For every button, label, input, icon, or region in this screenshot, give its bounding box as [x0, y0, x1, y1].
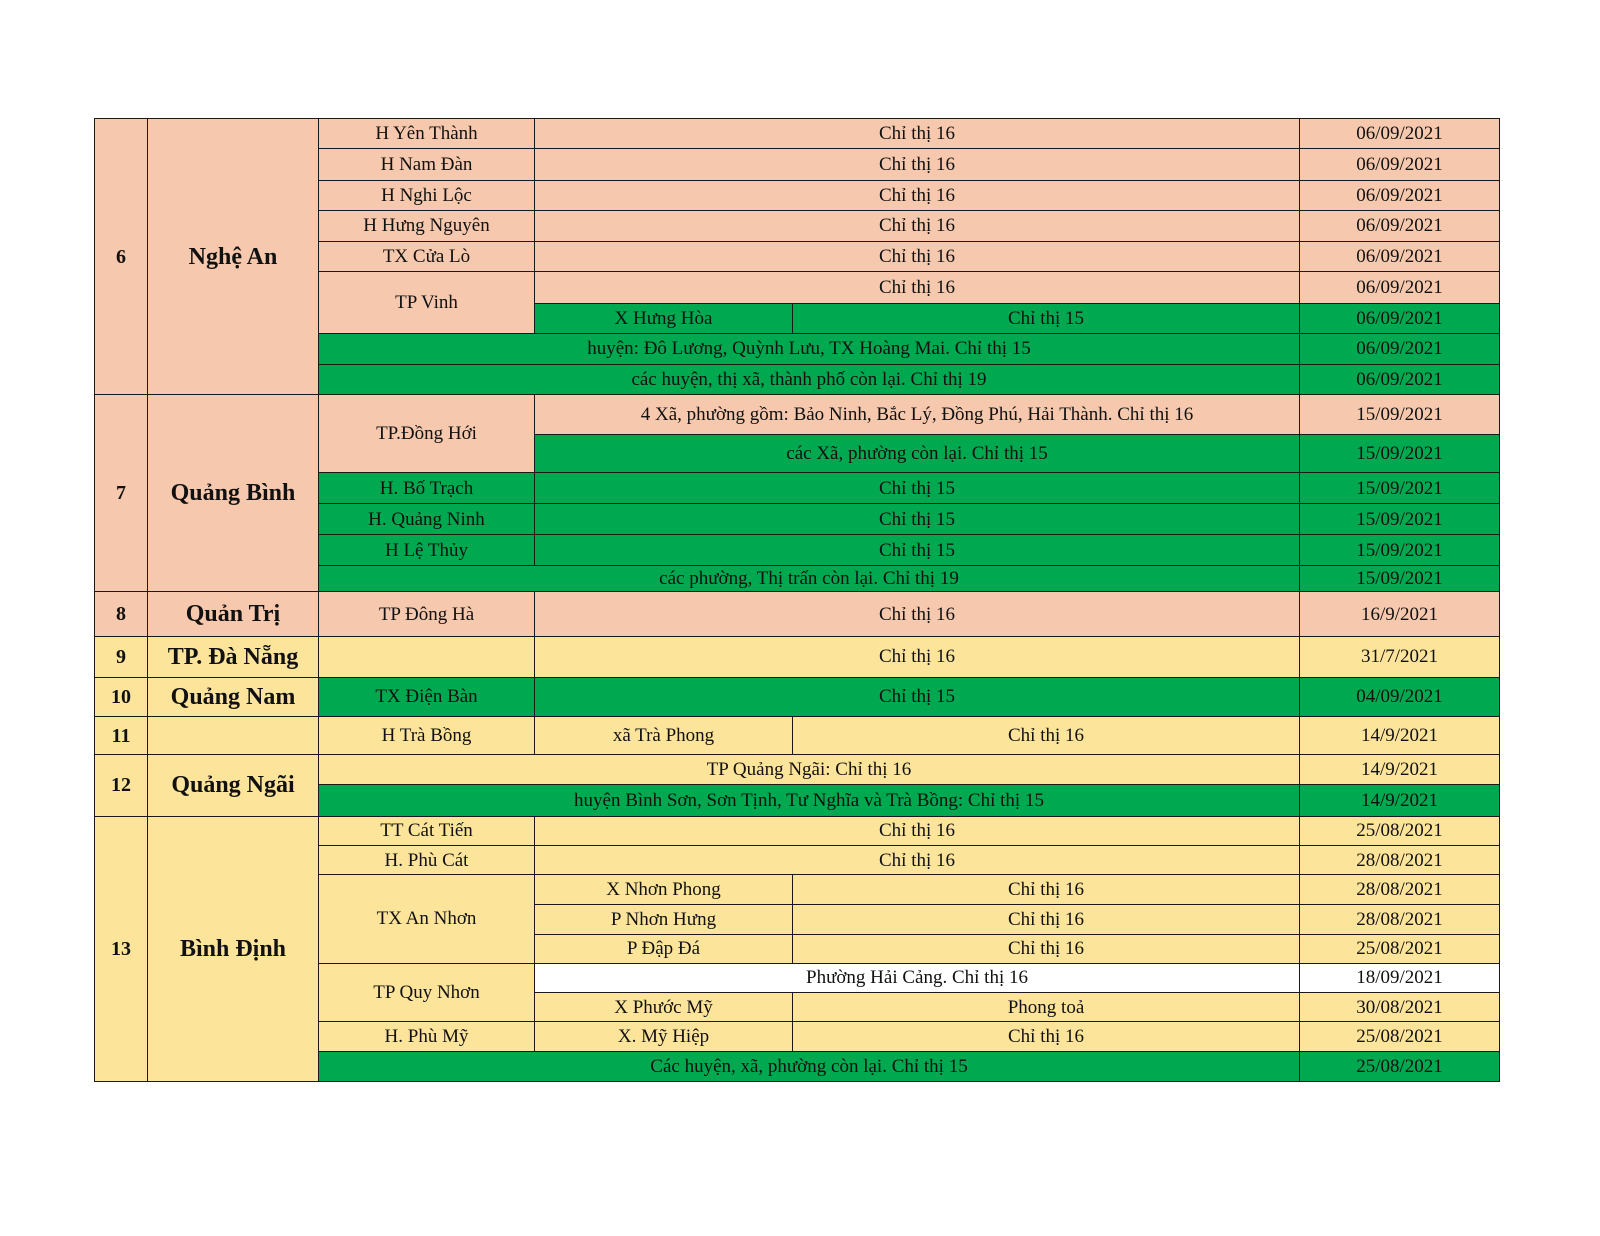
area-name: H Nghi Lộc — [319, 180, 535, 210]
sub-area-name: X. Mỹ Hiệp — [535, 1022, 793, 1051]
province-name: TP. Đà Nẵng — [148, 637, 319, 677]
date: 06/09/2021 — [1300, 119, 1500, 149]
measure: Chỉ thị 16 — [535, 272, 1300, 303]
measure: Chỉ thị 16 — [535, 845, 1300, 874]
date: 25/08/2021 — [1300, 1051, 1500, 1081]
measure: Phong toả — [793, 993, 1300, 1022]
date: 14/9/2021 — [1300, 755, 1500, 785]
area-name: TX An Nhơn — [319, 875, 535, 964]
table-row — [95, 716, 1500, 754]
date: 18/09/2021 — [1300, 963, 1500, 992]
area-name: TX Điện Bàn — [319, 677, 535, 716]
row-number: 7 — [95, 395, 148, 592]
area-name: H. Bố Trạch — [319, 472, 535, 503]
table-row — [95, 816, 1500, 845]
measure: Chỉ thị 16 — [535, 149, 1300, 180]
row-number: 12 — [95, 755, 148, 817]
measure: các huyện, thị xã, thành phố còn lại. Chỉ thị 19 — [319, 365, 1300, 395]
table-row — [95, 677, 1500, 716]
date: 15/09/2021 — [1300, 565, 1500, 591]
province-name: Quảng Bình — [148, 395, 319, 592]
date: 06/09/2021 — [1300, 272, 1500, 303]
province-name — [148, 716, 319, 754]
province-name: Quảng Ngãi — [148, 755, 319, 817]
row-number: 9 — [95, 637, 148, 677]
date: 25/08/2021 — [1300, 934, 1500, 963]
measure: Chỉ thị 16 — [535, 119, 1300, 149]
date: 25/08/2021 — [1300, 1022, 1500, 1051]
area-name: TX Cửa Lò — [319, 242, 535, 272]
measure: TP Quảng Ngãi: Chỉ thị 16 — [319, 755, 1300, 785]
restriction-table — [94, 118, 1499, 1082]
measure: Chỉ thị 16 — [535, 816, 1300, 845]
sub-area-name: xã Trà Phong — [535, 716, 793, 754]
area-name: TP Quy Nhơn — [319, 963, 535, 1021]
measure: Chỉ thị 16 — [535, 210, 1300, 241]
measure: Chỉ thị 15 — [535, 535, 1300, 565]
measure: Chỉ thị 15 — [793, 303, 1300, 333]
date: 06/09/2021 — [1300, 210, 1500, 241]
table-row — [95, 395, 1500, 434]
area-name: TP.Đồng Hới — [319, 395, 535, 473]
area-name: H Yên Thành — [319, 119, 535, 149]
date: 25/08/2021 — [1300, 816, 1500, 845]
measure: Chỉ thị 16 — [535, 591, 1300, 636]
date: 28/08/2021 — [1300, 905, 1500, 934]
measure: Chỉ thị 16 — [793, 905, 1300, 934]
area-name: H Nam Đàn — [319, 149, 535, 180]
measure: Chỉ thị 16 — [535, 242, 1300, 272]
row-number: 10 — [95, 677, 148, 716]
sub-area-name: P Đập Đá — [535, 934, 793, 963]
date: 06/09/2021 — [1300, 333, 1500, 364]
measure: huyện: Đô Lương, Quỳnh Lưu, TX Hoàng Mai. Chỉ thị 15 — [319, 333, 1300, 364]
date: 14/9/2021 — [1300, 785, 1500, 816]
measure: Chỉ thị 15 — [535, 504, 1300, 535]
measure: Chỉ thị 16 — [793, 875, 1300, 905]
area-name: H. Phù Cát — [319, 845, 535, 874]
table-row — [95, 591, 1500, 636]
date: 15/09/2021 — [1300, 434, 1500, 472]
sub-area-name: P Nhơn Hưng — [535, 905, 793, 934]
date: 06/09/2021 — [1300, 303, 1500, 333]
sub-area-name: X Hưng Hòa — [535, 303, 793, 333]
measure: Chỉ thị 15 — [535, 472, 1300, 503]
measure: Chỉ thị 15 — [535, 677, 1300, 716]
date: 28/08/2021 — [1300, 845, 1500, 874]
area-name: TP Đông Hà — [319, 591, 535, 636]
row-number: 8 — [95, 591, 148, 636]
date: 06/09/2021 — [1300, 365, 1500, 395]
area-name — [319, 637, 535, 677]
date: 15/09/2021 — [1300, 395, 1500, 434]
row-number: 13 — [95, 816, 148, 1081]
measure: các phường, Thị trấn còn lại. Chỉ thị 19 — [319, 565, 1300, 591]
date: 15/09/2021 — [1300, 535, 1500, 565]
area-name: TT Cát Tiến — [319, 816, 535, 845]
measure: Phường Hải Cảng. Chỉ thị 16 — [535, 963, 1300, 992]
measure: Chỉ thị 16 — [535, 637, 1300, 677]
province-name: Quảng Nam — [148, 677, 319, 716]
area-name: TP Vinh — [319, 272, 535, 334]
area-name: H. Phù Mỹ — [319, 1022, 535, 1051]
date: 28/08/2021 — [1300, 875, 1500, 905]
date: 15/09/2021 — [1300, 472, 1500, 503]
row-number: 11 — [95, 716, 148, 754]
measure: Chỉ thị 16 — [793, 716, 1300, 754]
measure: Chỉ thị 16 — [793, 1022, 1300, 1051]
date: 14/9/2021 — [1300, 716, 1500, 754]
date: 04/09/2021 — [1300, 677, 1500, 716]
area-name: H Lệ Thủy — [319, 535, 535, 565]
date: 16/9/2021 — [1300, 591, 1500, 636]
date: 30/08/2021 — [1300, 993, 1500, 1022]
area-name: H Hưng Nguyên — [319, 210, 535, 241]
province-name: Nghệ An — [148, 119, 319, 395]
date: 06/09/2021 — [1300, 180, 1500, 210]
date: 06/09/2021 — [1300, 242, 1500, 272]
table-row — [95, 755, 1500, 785]
sub-area-name: X Nhơn Phong — [535, 875, 793, 905]
measure: 4 Xã, phường gồm: Bảo Ninh, Bắc Lý, Đồng Phú, Hải Thành. Chỉ thị 16 — [535, 395, 1300, 434]
area-name: H. Quảng Ninh — [319, 504, 535, 535]
area-name: H Trà Bồng — [319, 716, 535, 754]
measure: Chỉ thị 16 — [535, 180, 1300, 210]
province-name: Bình Định — [148, 816, 319, 1081]
measure: các Xã, phường còn lại. Chỉ thị 15 — [535, 434, 1300, 472]
measure: huyện Bình Sơn, Sơn Tịnh, Tư Nghĩa và Trà Bồng: Chỉ thị 15 — [319, 785, 1300, 816]
date: 15/09/2021 — [1300, 504, 1500, 535]
measure: Các huyện, xã, phường còn lại. Chỉ thị 15 — [319, 1051, 1300, 1081]
table-row — [95, 119, 1500, 149]
measure: Chỉ thị 16 — [793, 934, 1300, 963]
table-row — [95, 637, 1500, 677]
date: 06/09/2021 — [1300, 149, 1500, 180]
row-number: 6 — [95, 119, 148, 395]
date: 31/7/2021 — [1300, 637, 1500, 677]
province-name: Quản Trị — [148, 591, 319, 636]
sub-area-name: X Phước Mỹ — [535, 993, 793, 1022]
